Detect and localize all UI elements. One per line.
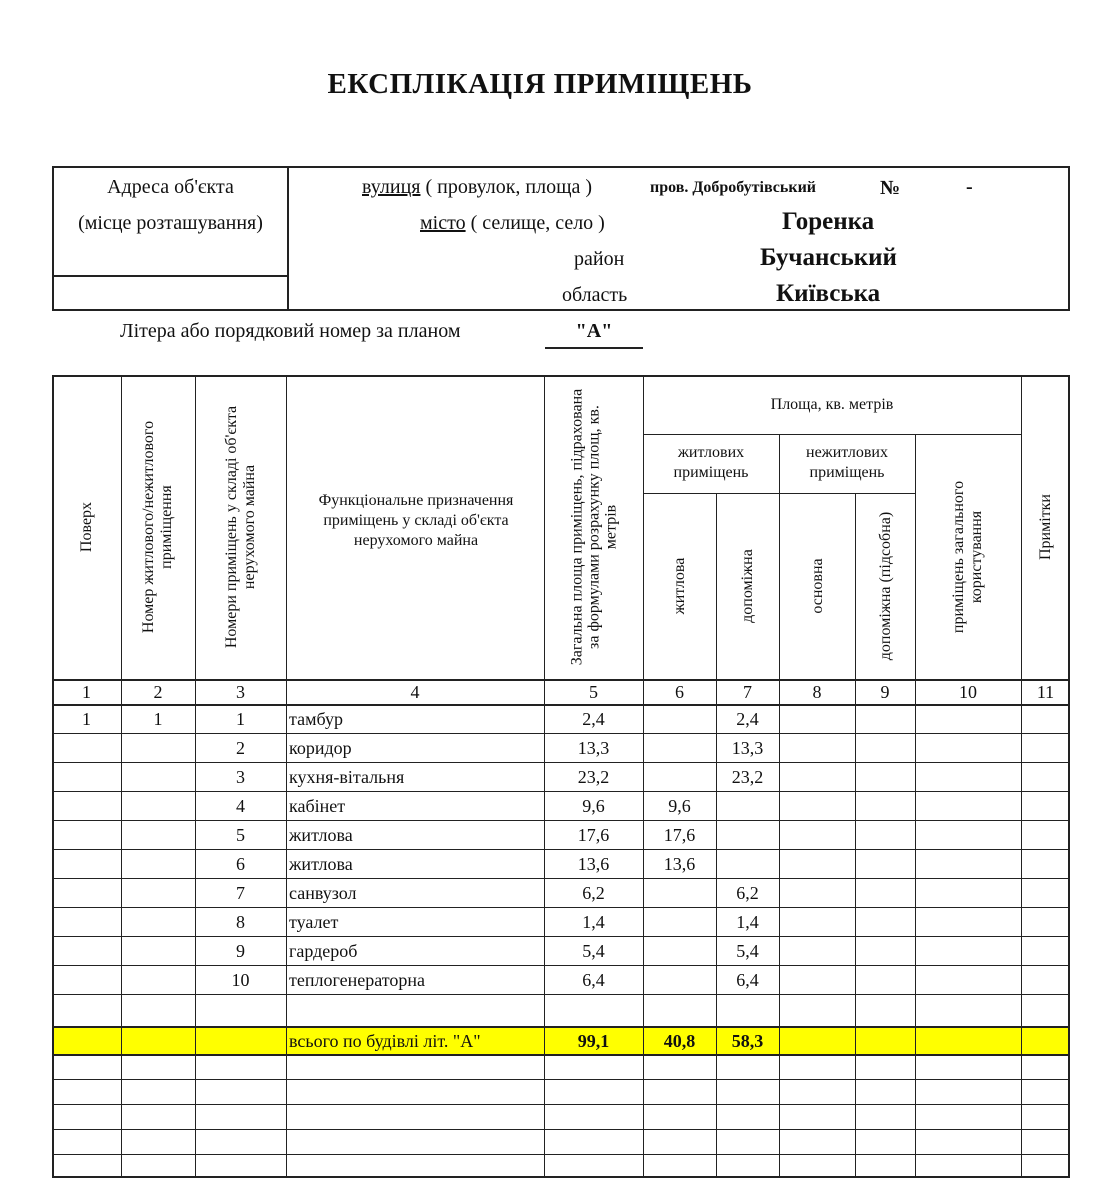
header-room-numbers: Номери приміщень у складі об'єкта нерухомого майна — [223, 405, 258, 649]
column-number: 7 — [743, 682, 752, 702]
column-number: 1 — [82, 682, 91, 702]
header-living: житлова — [671, 557, 688, 615]
header-residential-group: житлових приміщень — [673, 444, 749, 481]
city-label: місто ( селище, село ) — [420, 212, 605, 234]
district-label: район — [574, 248, 625, 270]
total-living-sum: 40,8 — [663, 1031, 696, 1051]
address-block — [52, 166, 1070, 311]
column-number: 11 — [1036, 682, 1055, 702]
street-label: вулиця ( провулок, площа ) — [362, 176, 593, 198]
address-label: Адреса об'єкта — [107, 176, 234, 198]
header-main: основна — [809, 558, 826, 614]
header-area-group: Площа, кв. метрів — [770, 396, 894, 413]
column-number: 5 — [589, 682, 598, 702]
header-purpose: Функціональне призначення приміщень у складі об'єкта нерухомого майна — [318, 492, 514, 549]
district-value: Бучанський — [760, 244, 897, 271]
document-title: ЕКСПЛІКАЦІЯ ПРИМІЩЕНЬ — [327, 68, 753, 100]
header-total-area: Загальна площа приміщень, підрахована за формулами розрахунку площ, кв. метрів — [568, 388, 620, 666]
header-auxiliary-utility: допоміжна (підсобна) — [877, 511, 894, 661]
litera-value: "А" — [545, 320, 643, 349]
region-label: область — [562, 284, 628, 306]
region-value: Київська — [776, 280, 881, 307]
column-number: 10 — [959, 682, 977, 702]
number-label: № — [880, 177, 901, 199]
header-unit-number: Номер житлового/нежитлового приміщення — [140, 420, 175, 634]
litera-label: Літера або порядковий номер за планом — [120, 320, 461, 342]
header-floor: Поверх — [78, 501, 95, 553]
column-number: 8 — [812, 682, 822, 702]
address-sublabel: (місце розташування) — [78, 212, 263, 234]
header-common-use: приміщень загального користування — [950, 480, 985, 634]
column-number: 2 — [153, 682, 163, 702]
rooms-table: Поверх Номер житлового/нежитлового приміщення Номери приміщень у складі об'єкта нерухомого майна Функціональне призначення приміщень у складі об'єкта нерухомого майна Загальна площа приміщень, підрахована за формулами розрахунку площ, кв. метрів Площа, кв. метрів житлових приміщень нежитлових приміщень житлова допоміжна основна допоміжна (підсобна) приміщень загального користування Примітки 1 2 3 4 5 6 7 8 9 10 11 1 1 1 тамбур 2,4 2,4 2 коридор 13,3 13,3 3 кухня-вітальня 23,2 23,2 4 кабінет 9,6 9,6 5 житлова 17,6 17,6 6 житлова 13,6 13,6 7 санвузол 6,2 6,2 8 туалет 1,4 1,4 9 гардероб 5,4 5,4 10 теплогенераторна 6,4 6,4 всього по будівлі літ. "А" 99,1 40,8 58,3 — [52, 375, 1070, 1178]
header-nonresidential-group: нежитлових приміщень — [806, 444, 888, 481]
column-number: 9 — [880, 682, 890, 702]
city-value: Горенка — [782, 208, 875, 235]
total-aux-sum: 58,3 — [731, 1031, 764, 1051]
column-number: 3 — [236, 682, 245, 702]
header-auxiliary: допоміжна — [739, 549, 756, 623]
header-notes: Примітки — [1037, 494, 1054, 561]
total-row-label: всього по будівлі літ. "А" — [289, 1031, 481, 1051]
number-value: - — [966, 176, 973, 198]
total-area-sum: 99,1 — [577, 1031, 610, 1051]
street-value: пров. Добробутівський — [650, 179, 817, 196]
column-number: 4 — [410, 682, 420, 702]
column-number: 6 — [675, 682, 684, 702]
